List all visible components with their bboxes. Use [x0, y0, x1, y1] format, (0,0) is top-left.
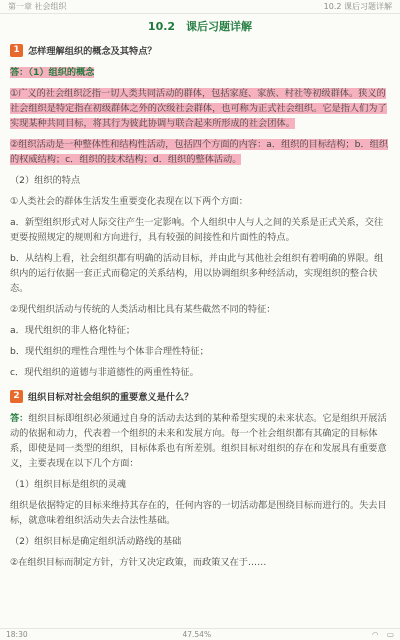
section-title: 10.2 课后习题详解 — [147, 20, 253, 33]
chapter-name: 第一章 社会组织 — [8, 2, 67, 11]
highlighted-text: ②组织活动是一种整体性和结构性活动，包括四个方面的内容：a．组织的目标结构；b．组织的权威结构；c．组织的技术结构；d．组织的整体活动。 — [10, 139, 389, 165]
question-2 — [10, 390, 390, 405]
reader-status-bar — [0, 628, 400, 640]
paragraph — [10, 411, 390, 471]
paragraph-text: 组织目标即组织必须通过自身的活动去达到的某种希望实现的未来状态。它是组织开展活动的依据和动力，代表着一个组织的未来和发展方向。每一个社会组织都有其确定的目标体系，即使是同一类型的组织，目标体系也有所差别。组织目标对组织的存在和发展具有重要意义，主要表现在以下几个方面： — [10, 413, 387, 469]
page-content — [10, 44, 390, 576]
answer-label: 答： — [10, 413, 29, 424]
paragraph: ②现代组织活动与传统的人类活动相比具有某些截然不同的特征： — [10, 304, 276, 315]
status-icons — [366, 630, 394, 639]
question-1 — [10, 44, 390, 59]
wifi-icon: ◠ — [371, 630, 379, 639]
paragraph: （2）组织目标是确定组织活动路线的基础 — [10, 536, 182, 547]
paragraph: ①人类社会的群体生活发生重要变化表现在以下两个方面： — [10, 196, 248, 207]
paragraph: a．新型组织形式对人际交往产生一定影响。个人组织中人与人之间的关系是正式关系，交往更要按照规定的规则和方向进行，具有较强的间接性和片面性的特点。 — [10, 217, 384, 243]
reading-progress: 47.54% — [182, 630, 212, 639]
answer-label: 答：（1）组织的概念 — [10, 67, 95, 78]
section-name: 10.2 课后习题详解 — [323, 2, 392, 11]
paragraph — [10, 86, 390, 131]
question-title: 组织目标对社会组织的重要意义是什么？ — [28, 392, 194, 403]
paragraph: b．现代组织的理性合理性与个体非合理性特征； — [10, 346, 209, 357]
paragraph: （1）组织目标是组织的灵魂 — [10, 479, 127, 490]
question-number-badge: 2 — [10, 390, 23, 403]
paragraph: b．从结构上看，社会组织都有明确的活动目标，并由此与其他社会组织有着明确的界限。组织内的运行依据一套正式而稳定的关系结构，用以协调组织多种经活动，实现组织的整合状态。 — [10, 253, 384, 294]
answer-heading — [10, 65, 390, 80]
clock: 18:30 — [6, 630, 28, 639]
paragraph: 组织是依据特定的目标来维持其存在的，任何内容的一切活动都是围绕目标而进行的。失去目标，就意味着组织活动失去合法性基础。 — [10, 500, 387, 526]
paragraph: c．现代组织的道德与非道德性的两重性特征。 — [10, 367, 199, 378]
paragraph: （2）组织的特点 — [10, 175, 81, 186]
paragraph — [10, 137, 390, 167]
paragraph: ②在组织目标而制定方针，方针又决定政策，而政策又在于…… — [10, 557, 267, 568]
paragraph: a．现代组织的非人格化特征； — [10, 325, 136, 336]
question-number-badge: 1 — [10, 44, 23, 57]
highlighted-text: ①广义的社会组织泛指一切人类共同活动的群体，包括家庭、家族、村社等初级群体。狭义的社会组织是特定指在初级群体之外的次级社会群体，也可称为正式社会组织。它是指人们为了实现某种共同目标，将其行为彼此协调与联合起来所形成的社会团体。 — [10, 88, 387, 129]
battery-icon: ▭ — [386, 630, 394, 639]
question-title: 怎样理解组织的概念及其特点？ — [28, 46, 157, 57]
reader-top-bar — [0, 0, 400, 14]
